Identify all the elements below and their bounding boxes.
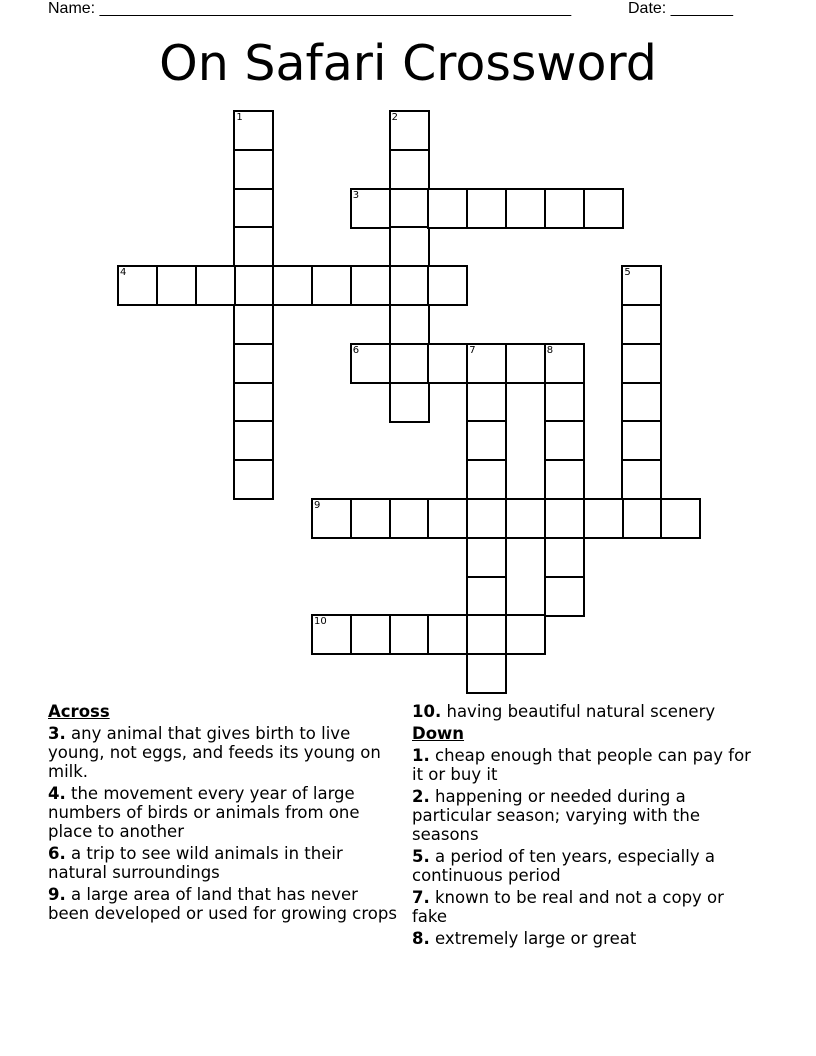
grid-cell[interactable] [233, 382, 274, 423]
grid-cell[interactable] [466, 420, 507, 461]
clue-number: 2. [412, 787, 430, 806]
grid-cell[interactable] [427, 498, 468, 539]
grid-cell[interactable] [660, 498, 701, 539]
grid-cell[interactable] [311, 614, 352, 655]
grid-cell[interactable] [389, 304, 430, 345]
down-clue-5 [412, 847, 762, 885]
grid-cell[interactable] [389, 498, 430, 539]
grid-cell[interactable] [621, 420, 662, 461]
clue-text: known to be real and not a copy or fake [412, 888, 724, 926]
clue-number: 6. [48, 844, 66, 863]
clue-number: 1. [412, 746, 430, 765]
grid-cell[interactable] [311, 265, 352, 306]
across-clue-3 [48, 724, 404, 781]
clues-section [0, 702, 816, 1022]
clue-number: 4. [48, 784, 66, 803]
down-clue-2 [412, 787, 762, 844]
grid-cell[interactable] [389, 149, 430, 190]
grid-cell[interactable] [272, 265, 313, 306]
grid-cell[interactable] [233, 265, 274, 306]
grid-cell[interactable] [505, 188, 546, 229]
clue-text: cheap enough that people can pay for it or buy it [412, 746, 751, 784]
page-title: On Safari Crossword [159, 35, 657, 92]
clue-text: any animal that gives birth to live young, not eggs, and feeds its young on milk. [48, 724, 381, 781]
grid-cell[interactable] [466, 498, 507, 539]
down-clue-8 [412, 929, 762, 948]
grid-cell[interactable] [544, 188, 585, 229]
clues-left-column [48, 702, 404, 926]
grid-cell[interactable] [156, 265, 197, 306]
grid-cell[interactable] [233, 459, 274, 500]
grid-cell[interactable] [583, 188, 624, 229]
clue-number: 10. [412, 702, 442, 721]
down-clue-1 [412, 746, 762, 784]
grid-cell[interactable] [233, 304, 274, 345]
grid-cell[interactable] [233, 188, 274, 229]
grid-cell[interactable] [389, 265, 430, 306]
clue-text: a trip to see wild animals in their natural surroundings [48, 844, 343, 882]
clue-text: a period of ten years, especially a continuous period [412, 847, 715, 885]
cell-number: 7 [469, 344, 476, 356]
grid-cell[interactable] [350, 614, 391, 655]
across-clue-6 [48, 844, 404, 882]
grid-cell[interactable] [233, 149, 274, 190]
cell-number: 9 [314, 500, 321, 511]
grid-cell[interactable] [427, 614, 468, 655]
grid-cell[interactable] [389, 382, 430, 423]
grid-cell[interactable] [505, 343, 546, 384]
grid-cell[interactable] [389, 614, 430, 655]
grid-cell[interactable] [117, 265, 158, 306]
clue-text: a large area of land that has never been developed or used for growing crops [48, 885, 397, 923]
grid-cell[interactable] [427, 265, 468, 306]
clue-number: 8. [412, 929, 430, 948]
grid-cell[interactable] [233, 110, 274, 151]
cell-number: 3 [352, 189, 360, 201]
grid-cell[interactable] [621, 304, 662, 345]
grid-cell[interactable] [621, 343, 662, 384]
grid-cell[interactable] [466, 653, 507, 694]
clue-text: happening or needed during a particular season; varying with the seasons [412, 787, 701, 844]
grid-cell[interactable] [233, 226, 274, 267]
grid-cell[interactable] [466, 188, 507, 229]
cell-number: 5 [624, 267, 631, 279]
grid-cell[interactable] [389, 188, 430, 229]
grid-cell[interactable] [621, 498, 662, 539]
grid-cell[interactable] [621, 265, 662, 306]
clue-number: 7. [412, 888, 430, 907]
across-heading: Across [48, 702, 110, 721]
grid-cell[interactable] [544, 576, 585, 617]
grid-cell[interactable] [233, 343, 274, 384]
cell-number: 8 [546, 344, 554, 356]
down-heading: Down [412, 724, 465, 743]
clue-text: the movement every year of large numbers of birds or animals from one place to another [48, 784, 360, 841]
clue-number: 9. [48, 885, 66, 904]
grid-cell[interactable] [505, 614, 546, 655]
grid-cell[interactable] [466, 459, 507, 500]
grid-cell[interactable] [311, 498, 352, 539]
cell-number: 2 [391, 112, 398, 123]
name-field-label: Name: _____________________________________________________ [48, 0, 572, 17]
grid-cell[interactable] [350, 265, 391, 306]
grid-cell[interactable] [583, 498, 624, 539]
clue-text: having beautiful natural scenery [446, 702, 716, 721]
clue-number: 5. [412, 847, 430, 866]
grid-cell[interactable] [350, 343, 391, 384]
grid-cell[interactable] [427, 188, 468, 229]
grid-cell[interactable] [505, 498, 546, 539]
grid-cell[interactable] [389, 343, 430, 384]
grid-cell[interactable] [350, 498, 391, 539]
grid-cell[interactable] [466, 343, 507, 384]
grid-cell[interactable] [466, 614, 507, 655]
across-clue-4 [48, 784, 404, 841]
grid-cell[interactable] [233, 420, 274, 461]
grid-cell[interactable] [544, 498, 585, 539]
grid-cell[interactable] [389, 110, 430, 151]
grid-cell[interactable] [466, 576, 507, 617]
across-clue-9 [48, 885, 404, 923]
grid-cell[interactable] [621, 382, 662, 423]
cell-number: 4 [120, 267, 127, 279]
cell-number: 10 [314, 616, 327, 628]
grid-cell[interactable] [466, 382, 507, 423]
across-clue-10 [412, 702, 762, 721]
grid-cell[interactable] [621, 459, 662, 500]
down-clue-7 [412, 888, 762, 926]
grid-cell[interactable] [427, 343, 468, 384]
date-field-label: Date: _______ [628, 0, 733, 17]
grid-cell[interactable] [544, 343, 585, 384]
clue-text: extremely large or great [435, 929, 637, 948]
cell-number: 6 [352, 344, 360, 356]
grid-cell[interactable] [544, 420, 585, 461]
clues-right-column [412, 702, 762, 951]
grid-cell[interactable] [195, 265, 236, 306]
cell-number: 1 [236, 112, 243, 123]
grid-cell[interactable] [350, 188, 391, 229]
grid-cell[interactable] [544, 537, 585, 578]
grid-cell[interactable] [389, 226, 430, 267]
grid-cell[interactable] [544, 382, 585, 423]
grid-cell[interactable] [544, 459, 585, 500]
clue-number: 3. [48, 724, 66, 743]
grid-cell[interactable] [466, 537, 507, 578]
